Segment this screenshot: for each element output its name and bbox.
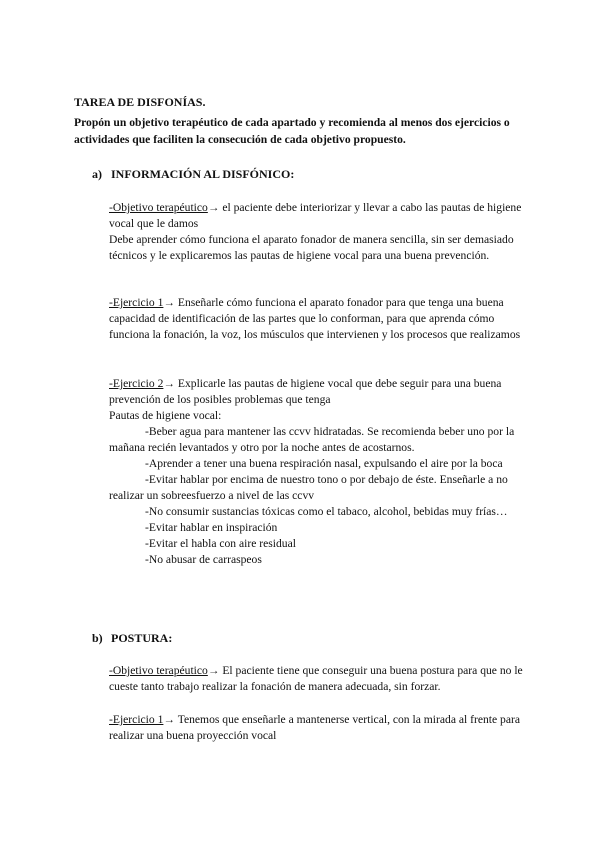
pauta-item: -No abusar de carraspeos — [145, 553, 262, 566]
exercise-1-label: -Ejercicio 1 — [109, 296, 164, 309]
section-a-exercise-1 — [109, 295, 529, 343]
pauta-item: -No consumir sustancias tóxicas como el tabaco, alcohol, bebidas muy frías… — [145, 505, 508, 518]
exercise-2-label: -Ejercicio 2 — [109, 377, 164, 390]
pauta-item: -Evitar hablar por encima de nuestro tono o por debajo de éste. Enseñarle a no realizar un sobreesfuerzo a nivel de las ccvv — [109, 473, 508, 502]
pauta-item: -Evitar el habla con aire residual — [145, 537, 296, 550]
section-a-exercise-2 — [109, 376, 529, 568]
section-a-title: INFORMACIÓN AL DISFÓNICO: — [111, 167, 295, 181]
section-a-letter: a) — [92, 167, 102, 181]
objective-label: -Objetivo terapéutico — [109, 201, 208, 214]
pauta-item: -Evitar hablar en inspiración — [145, 521, 278, 534]
section-b-objective — [109, 663, 529, 695]
section-b-exercise-1 — [109, 712, 529, 744]
pauta-item: -Beber agua para mantener las ccvv hidratadas. Se recomienda beber uno por la mañana recién levantados y otro por la noche antes de acostarnos. — [109, 425, 515, 454]
exercise-2-text: → Explicarle las pautas de higiene vocal que debe seguir para una buena prevención de los posibles problemas que tenga — [109, 377, 502, 406]
objective-label: -Objetivo terapéutico — [109, 664, 208, 677]
section-b-letter: b) — [92, 631, 103, 645]
section-a-heading — [92, 166, 294, 182]
section-b-title: POSTURA: — [111, 631, 173, 645]
objective-text: → El paciente tiene que conseguir una buena postura para que no le cueste tanto trabajo realizar la fonación de manera adecuada, sin forzar. — [109, 664, 523, 693]
section-a-objective — [109, 200, 529, 264]
exercise-1-text: → Enseñarle cómo funciona el aparato fonador para que tenga una buena capacidad de identificación de las partes que lo conforman, para que aprenda cómo funciona la fonación, la voz, los músculos que intervienen y los procesos que realizamos — [109, 296, 521, 341]
exercise-1-text: → Tenemos que enseñarle a mantenerse vertical, con la mirada al frente para realizar una buena proyección vocal — [109, 713, 521, 742]
exercise-1-label: -Ejercicio 1 — [109, 713, 164, 726]
pauta-item: -Aprender a tener una buena respiración nasal, expulsando el aire por la boca — [145, 457, 503, 470]
pautas-label: Pautas de higiene vocal: — [109, 409, 222, 422]
task-instructions: Propón un objetivo terapéutico de cada apartado y recomienda al menos dos ejercicios o actividades que faciliten la consecución de cada objetivo propuesto. — [74, 116, 510, 146]
document-title: TAREA DE DISFONÍAS. — [74, 95, 206, 109]
section-b-heading — [92, 630, 172, 646]
objective-text: → el paciente debe interiorizar y llevar a cabo las pautas de higiene vocal que le damos — [109, 201, 522, 230]
objective-extra: Debe aprender cómo funciona el aparato fonador de manera sencilla, sin ser demasiado técnicos y le explicaremos las pautas de higiene vocal para una buena prevención. — [109, 233, 514, 262]
